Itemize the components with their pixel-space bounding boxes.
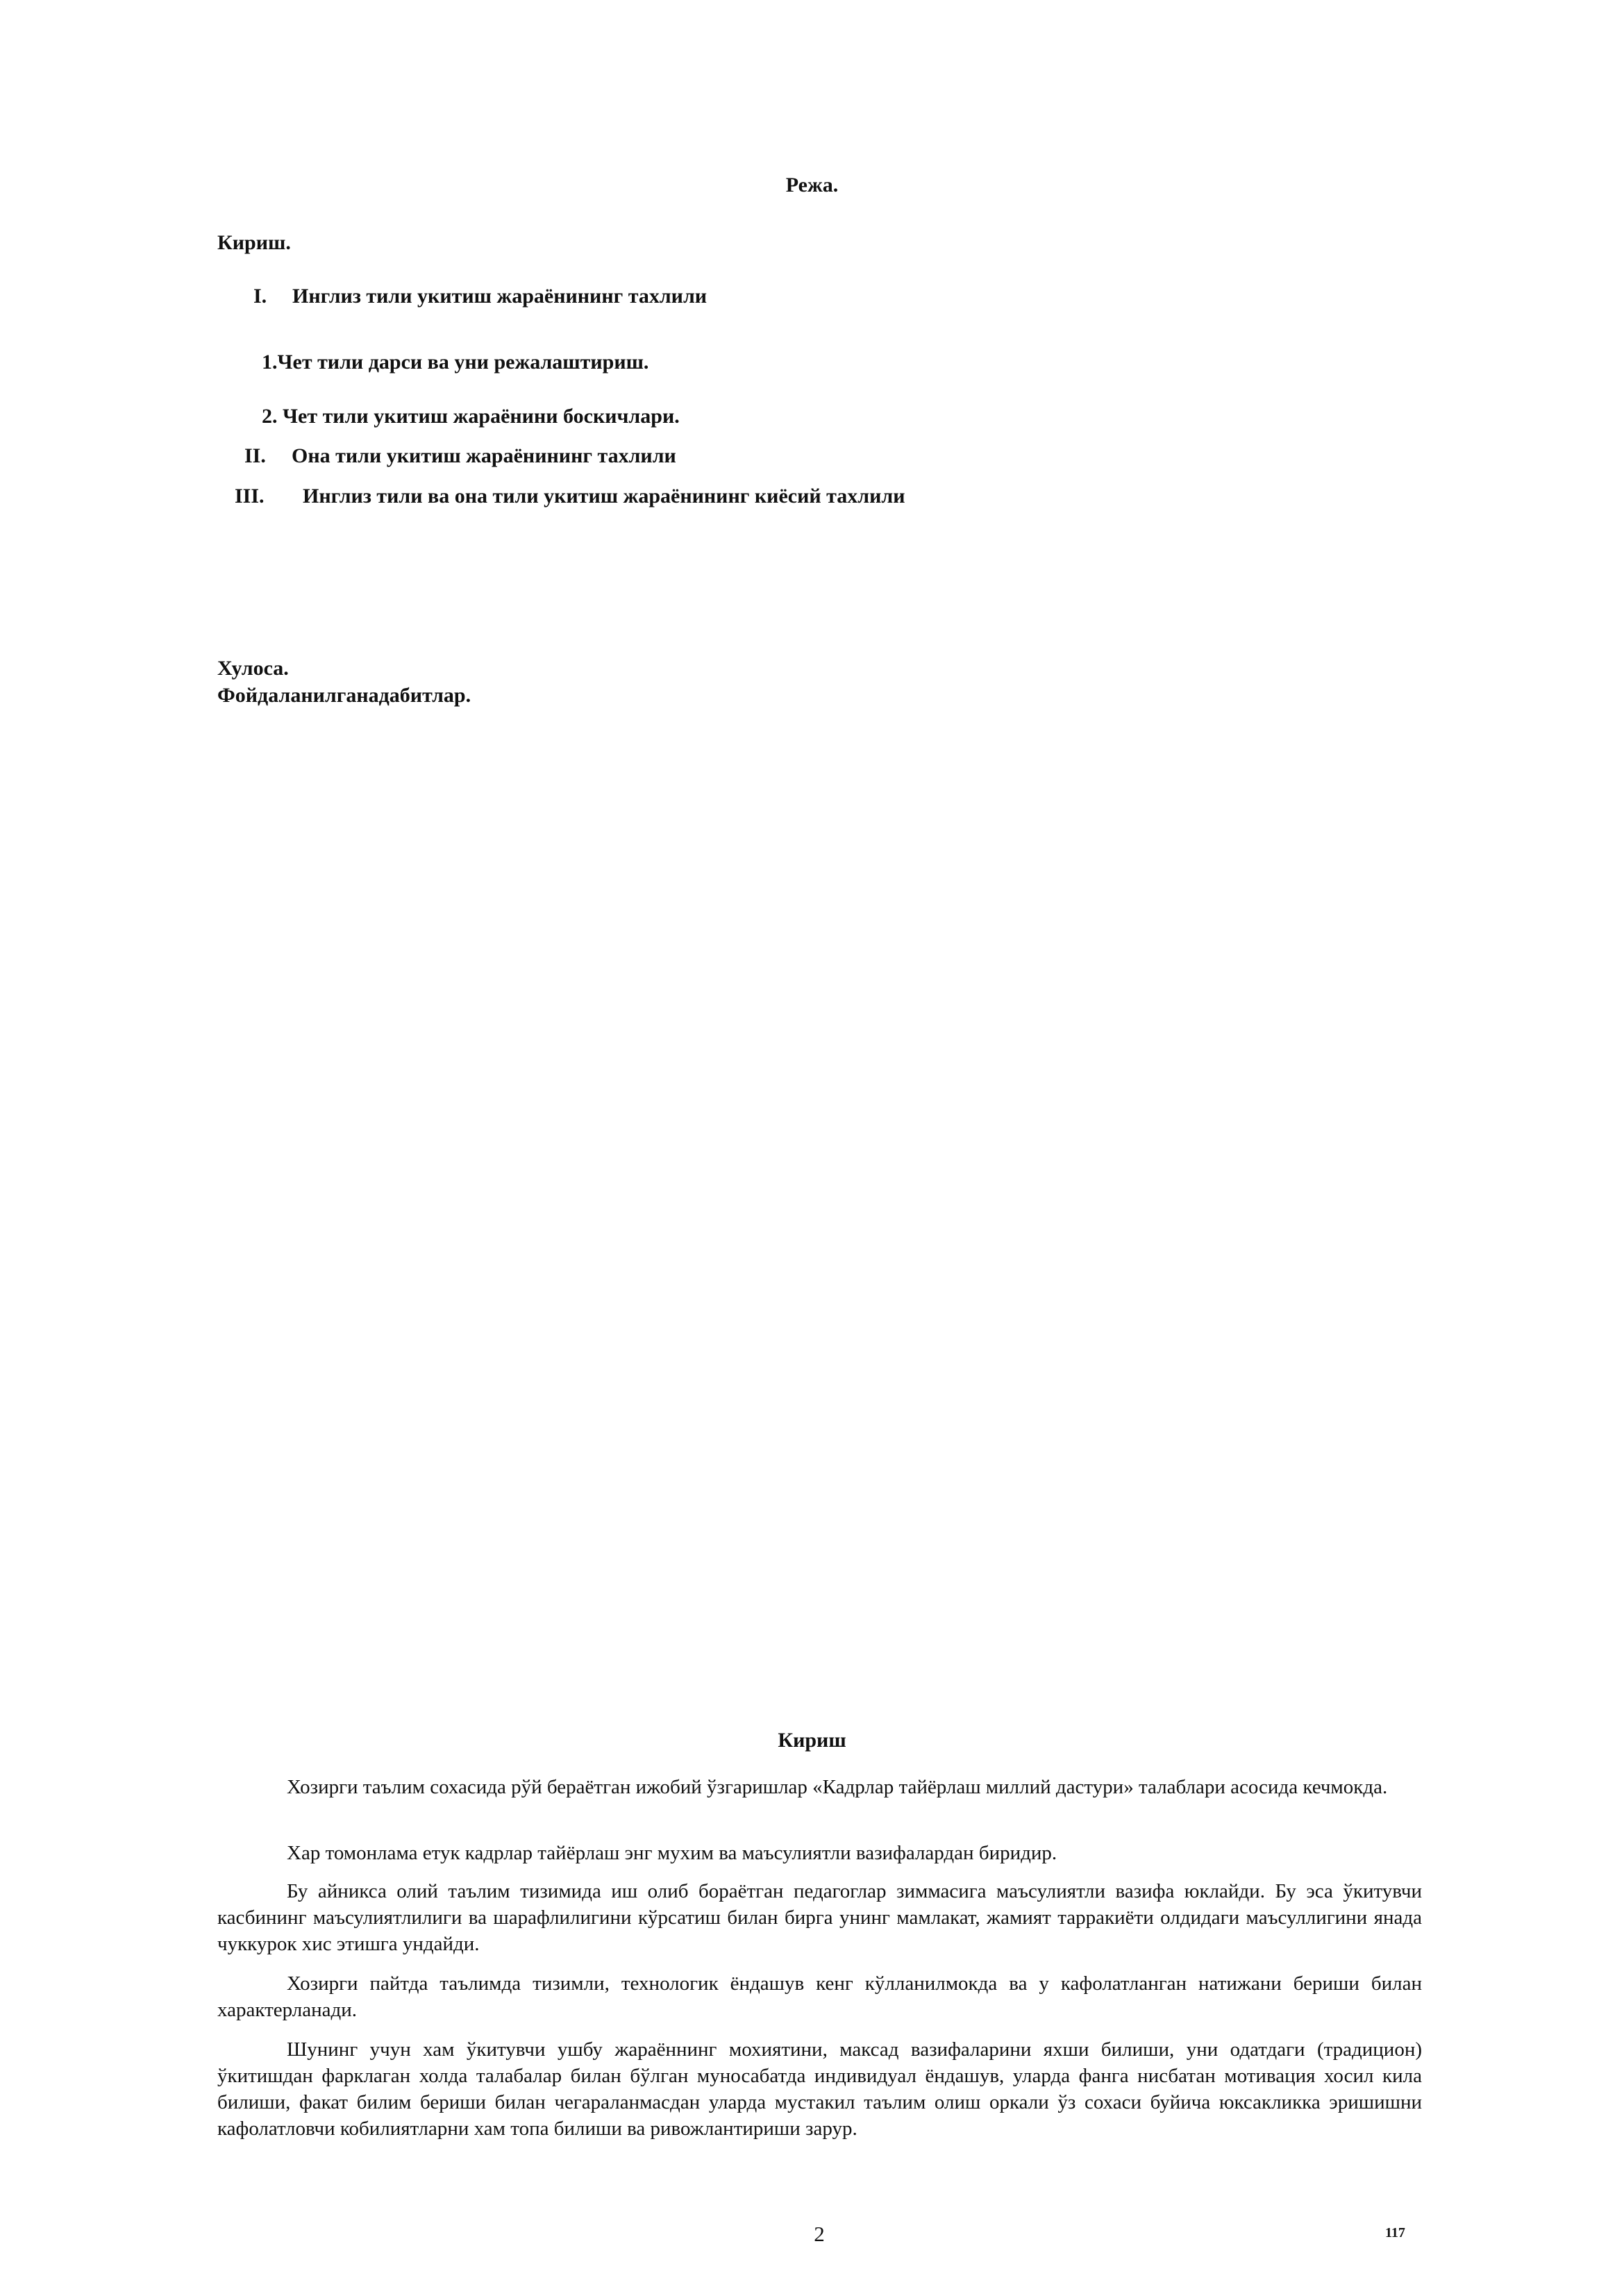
plan-subitem-1: 1.Чет тили дарси ва уни режалаштириш. bbox=[262, 351, 649, 374]
plan-item-1 bbox=[253, 285, 707, 308]
plan-item-3 bbox=[235, 485, 905, 508]
plan-item-number: I. bbox=[253, 285, 267, 308]
plan-item-text: Инглиз тили ва она тили укитиш жараёнининг киёсий тахлили bbox=[303, 485, 905, 508]
intro-paragraph-4: Хозирги пайтда таълимда тизимли, технологик ёндашув кенг кўлланилмокда ва у кафолатланган натижани бериши билан характерланади. bbox=[217, 1972, 1422, 2021]
plan-subitem-2: 2. Чет тили укитиш жараёнини боскичлари. bbox=[262, 405, 680, 428]
intro-paragraph-1: Хозирги таълим сохасида рўй бераётган ижобий ўзгаришлар «Кадрлар тайёрлаш миллий дастури» талаблари асосида кечмокда. bbox=[287, 1776, 1388, 1798]
plan-item-2 bbox=[244, 444, 676, 468]
plan-references: Фойдаланилганадабитлар. bbox=[217, 684, 471, 707]
intro-paragraph-3: Бу айникса олий таълим тизимида иш олиб бораётган педагоглар зиммасига маъсулиятли вазифа юклайди. Бу эса ўкитувчи касбининг маъсулиятлилиги ва шарафлилигини кўрсатиш билан бирга унинг мамлакат, жамият тарракиёти олдидаги маъсуллигини янада чуккурок хис этишга ундайди. bbox=[217, 1880, 1422, 1955]
plan-item-number: III. bbox=[235, 485, 265, 508]
plan-item-text: Она тили укитиш жараёнининг тахлили bbox=[292, 444, 676, 467]
plan-title: Режа. bbox=[785, 174, 839, 196]
intro-title: Кириш bbox=[778, 1729, 846, 1752]
plan-item-number: II. bbox=[244, 444, 266, 467]
intro-paragraph-2: Хар томонлама етук кадрлар тайёрлаш энг мухим ва маъсулиятли вазифалардан биридир. bbox=[287, 1842, 1057, 1864]
plan-item-text: Инглиз тили укитиш жараёнининг тахлили bbox=[292, 285, 708, 308]
page-number: 2 bbox=[814, 2222, 825, 2246]
plan-intro: Кириш. bbox=[217, 231, 291, 254]
intro-paragraph-5: Шунинг учун хам ўкитувчи ушбу жараённинг мохиятини, максад вазифаларини яхши билиши, уни одатдаги (традицион) ўкитишдан фарклаган холда талабалар билан бўлган муносабатда индивидуал ёндашув, уларда фанга нисбатан мотивация хосил кила билиши, факат билим бериши билан чегараланмасдан уларда мустакил таълим олиш оркали ўз сохаси буйича юксакликка эришишни кафолатловчи кобилиятларни хам топа билиши ва ривожлантириши зарур. bbox=[217, 2038, 1422, 2140]
plan-conclusion: Хулоса. bbox=[217, 657, 289, 680]
source-page-number: 117 bbox=[1385, 2225, 1405, 2240]
